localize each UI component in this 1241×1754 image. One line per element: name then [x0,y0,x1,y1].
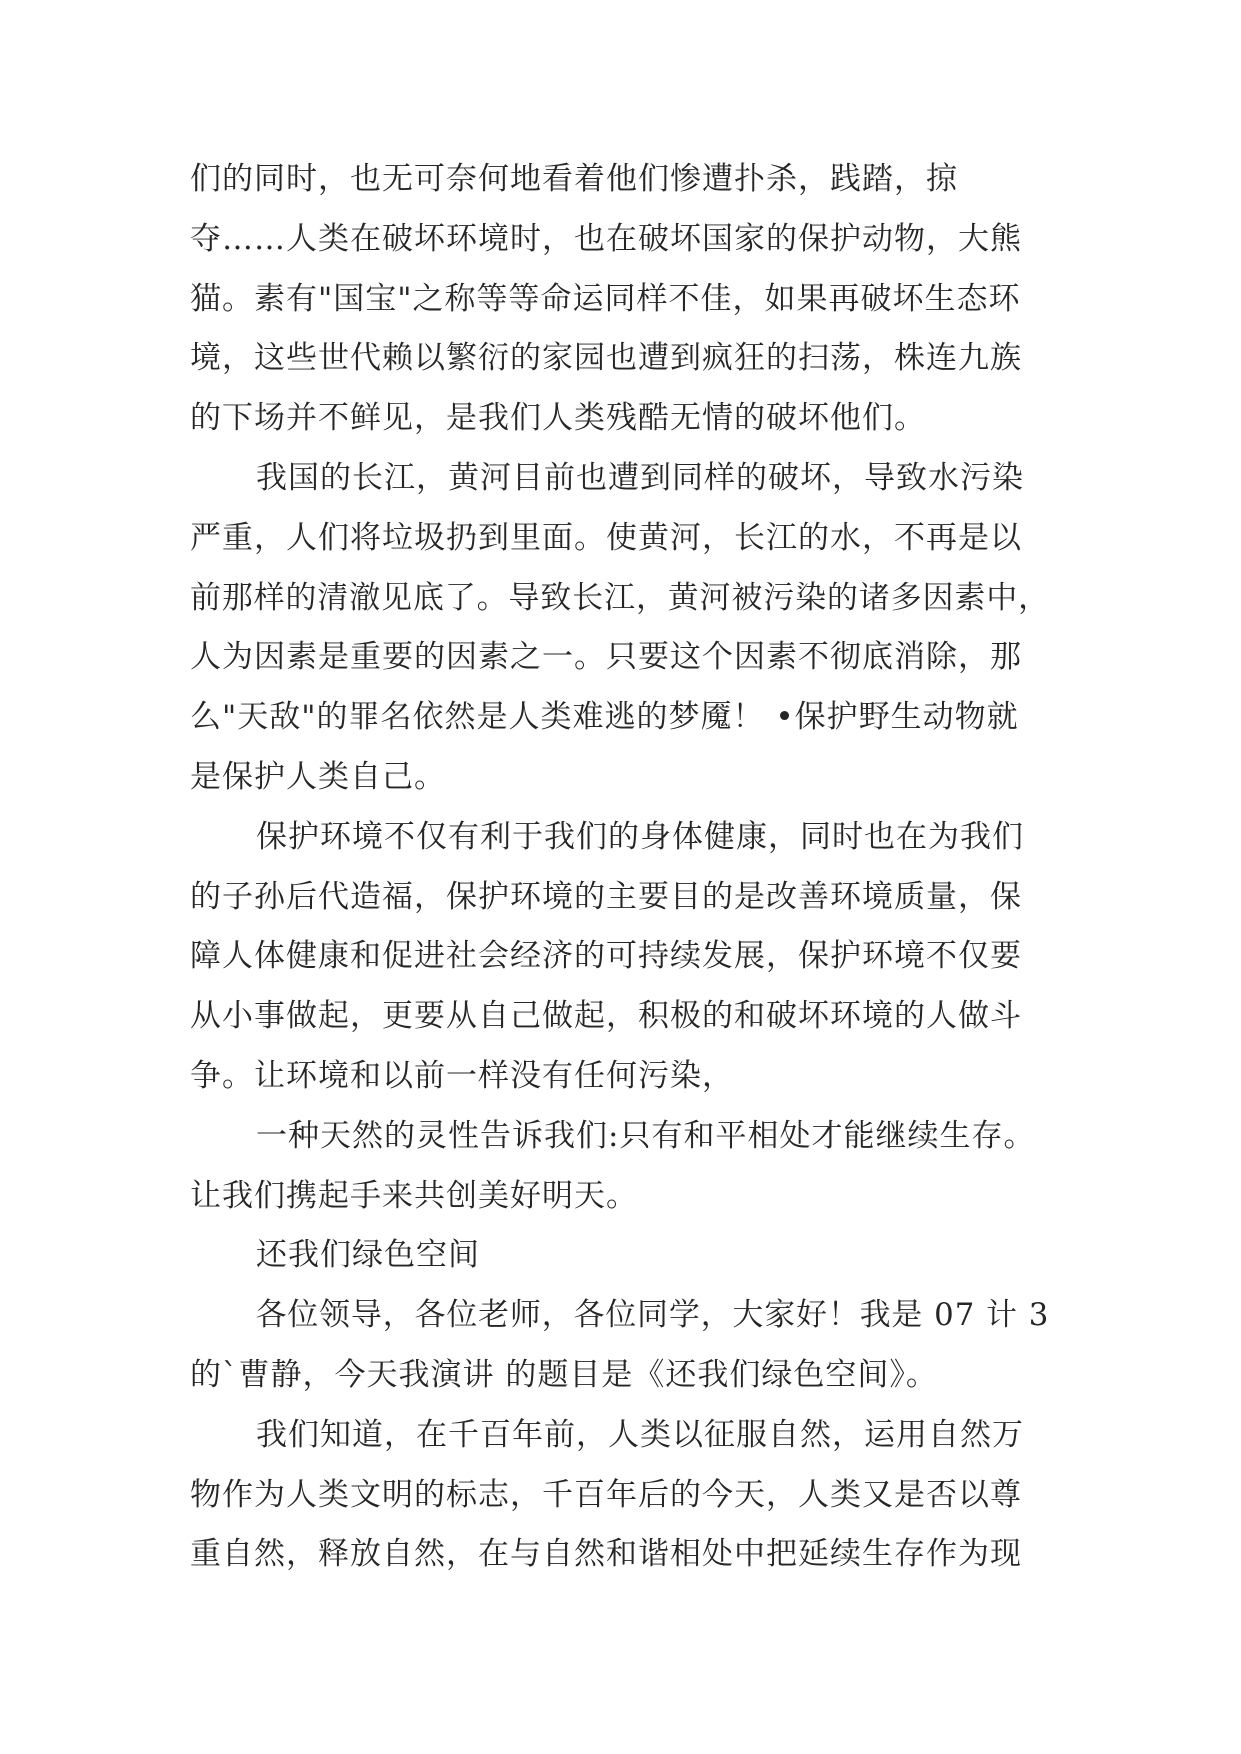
paragraph [190,449,1050,808]
paragraph [190,1107,1050,1227]
text-line: 境，这些世代赖以繁衍的家园也遭到疯狂的扫荡，株连九族 [190,340,1022,377]
text-line: 人为因素是重要的因素之一。只要这个因素不彻底消除，那 [190,639,1022,676]
document-body [190,150,1050,1585]
speech-title-line [190,1226,1050,1286]
text-line: 的`曹静，今天我演讲 的题目是《还我们绿色空间》。 [190,1356,938,1393]
text-line: 我国的长江，黄河目前也遭到同样的破坏，导致水污染 [256,459,1024,496]
paragraph [190,150,1050,449]
paragraph [190,808,1050,1107]
text-line: 夺……人类在破坏环境时，也在破坏国家的保护动物，大熊 [190,220,1022,257]
text-line: 重自然，释放自然，在与自然和谐相处中把延续生存作为现 [190,1536,1022,1573]
paragraph [190,1286,1050,1406]
text-line: 的子孙后代造福，保护环境的主要目的是改善环境质量，保 [190,878,1022,915]
text-line: 各位领导，各位老师，各位同学，大家好！我是 07 计 3 [255,1297,1050,1334]
text-line: 严重，人们将垃圾扔到里面。使黄河，长江的水，不再是以 [190,519,1022,556]
text-line: 一种天然的灵性告诉我们:只有和平相处才能继续生存。 [256,1117,1036,1154]
text-line: 让我们携起手来共创美好明天。 [190,1177,638,1214]
paragraph [190,1406,1050,1585]
text-line: 从小事做起，更要从自己做起，积极的和破坏环境的人做斗 [190,998,1022,1035]
text-line: 的下场并不鲜见，是我们人类残酷无情的破坏他们。 [190,400,926,437]
text-line: 障人体健康和促进社会经济的可持续发展，保护环境不仅要 [190,938,1022,975]
text-line: 前那样的清澈见底了。导致长江，黄河被污染的诸多因素中， [190,579,1051,616]
text-line: 争。让环境和以前一样没有任何污染， [190,1057,734,1094]
text-line: 保护环境不仅有利于我们的身体健康，同时也在为我们 [256,818,1024,855]
text-line: 猫。素有"国宝"之称等等命运同样不佳，如果再破坏生态环 [190,280,1021,317]
text-line: 们的同时，也无可奈何地看着他们惨遭扑杀，践踏，掠 [190,161,958,197]
text-line: 我们知道，在千百年前，人类以征服自然，运用自然万 [256,1416,1024,1453]
text-line: 物作为人类文明的标志，千百年后的今天，人类又是否以尊 [190,1476,1022,1513]
text-line: 么"天敌"的罪名依然是人类难逃的梦魇！ •保护野生动物就 [190,699,1019,736]
text-line: 还我们绿色空间 [256,1237,480,1274]
text-line: 是保护人类自己。 [190,758,446,795]
